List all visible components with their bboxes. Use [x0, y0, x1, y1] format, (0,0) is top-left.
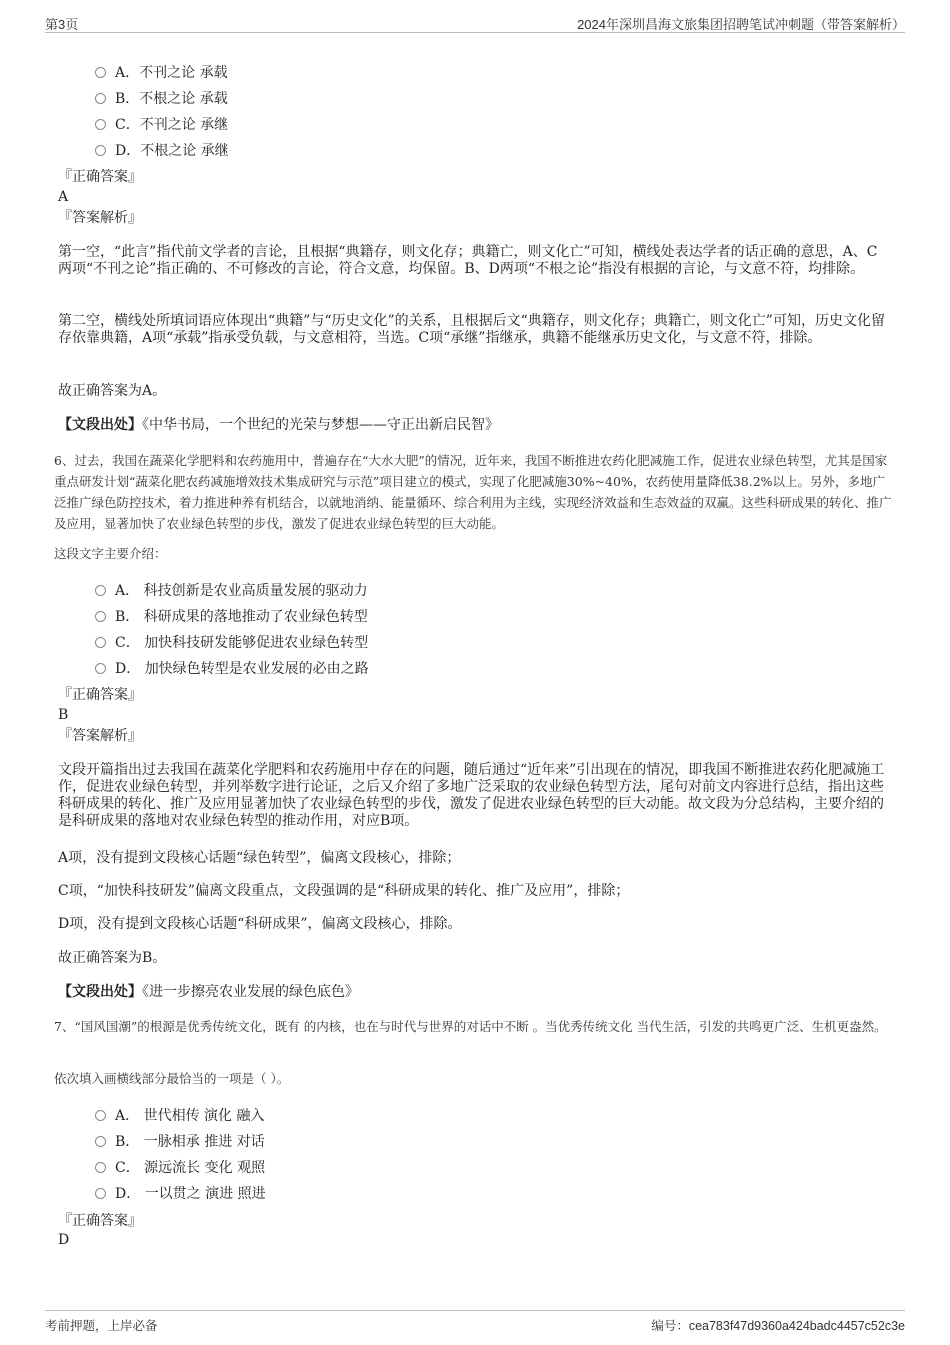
q6-options: [95, 578, 795, 682]
q6-analysis-c: C项，“加快科技研发”偏离文段重点，文段强调的是“科研成果的转化、推广及应用”，排除；: [58, 883, 630, 899]
q5-option-c[interactable]: C．不刊之论 承继: [95, 112, 795, 138]
q7-stem: 7、“国风国潮”的根源是优秀传统文化，既有 的内核，也在与时代与世界的对话中不断 。当优秀传统文化 当代生活，引发的共鸣更广泛、生机更盎然。: [54, 1019, 887, 1034]
q7-answer-heading: 『正确答案』: [58, 1213, 142, 1229]
q5-answer-heading: 『正确答案』: [58, 169, 142, 185]
q6-analysis-d: D项，没有提到文段核心话题“科研成果”，偏离文段核心，排除。: [58, 916, 462, 932]
radio-icon[interactable]: [95, 145, 106, 156]
radio-icon[interactable]: [95, 1110, 106, 1121]
q6-conclusion: 故正确答案为B。: [58, 950, 167, 966]
radio-icon[interactable]: [95, 611, 106, 622]
radio-icon[interactable]: [95, 67, 106, 78]
q7-option-d[interactable]: D． 一以贯之 演进 照进: [95, 1181, 795, 1207]
q6-answer: B: [58, 707, 69, 723]
document-code: 编号：cea783f47d9360a424badc4457c52c3e: [651, 1319, 905, 1333]
page-footer: [45, 1310, 905, 1335]
document-title: 2024年深圳昌海文旅集团招聘笔试冲刺题（带答案解析）: [577, 17, 905, 32]
q7-options: [95, 1103, 795, 1207]
q5-option-b[interactable]: B．不根之论 承载: [95, 86, 795, 112]
q6-source: 【文段出处】《进一步擦亮农业发展的绿色底色》: [58, 984, 359, 1000]
q6-answer-heading: 『正确答案』: [58, 687, 142, 703]
q7-question: 依次填入画横线部分最恰当的一项是（ ）。: [54, 1071, 290, 1086]
radio-icon[interactable]: [95, 93, 106, 104]
q6-question: 这段文字主要介绍：: [54, 546, 167, 561]
q5-analysis-paragraph: 第二空，横线处所填词语应体现出“典籍”与“历史文化”的关系，且根据后文“典籍存，则文化存；典籍亡，则文化亡”可知，历史文化留存依靠典籍，A项“承载”指承受负载，与文意相符，当选。C项“承继”指继承，典籍不能继承历史文化，与文意不符，排除。: [58, 313, 885, 346]
radio-icon[interactable]: [95, 1188, 106, 1199]
q6-analysis-paragraph: 文段开篇指出过去我国在蔬菜化学肥料和农药施用中存在的问题，随后通过“近年来”引出现在的情况，即我国不断推进农药化肥减施工作，促进农业绿色转型，并列举数字进行论证，之后又介绍了多地广泛采取的农业绿色转型方法，尾句对前文内容进行总结，指出这些科研成果的转化、推广及应用显著加快了农业绿色转型的步伐，激发了促进农业绿色转型的巨大动能。故文段为分总结构，主要介绍的是科研成果的落地对农业绿色转型的推动作用，对应B项。: [58, 762, 885, 829]
q6-analysis-heading: 『答案解析』: [58, 728, 142, 744]
q5-analysis-paragraph: 第一空，“此言”指代前文学者的言论，且根据“典籍存，则文化存；典籍亡，则文化亡”可知，横线处表达学者的话正确的意思，A、C两项“不刊之论”指正确的、不可修改的言论，符合文意，均保留。B、D两项“不根之论”指没有根据的言论，与文意不符，均排除。: [58, 244, 878, 277]
q5-analysis-heading: 『答案解析』: [58, 210, 142, 226]
radio-icon[interactable]: [95, 1136, 106, 1147]
radio-icon[interactable]: [95, 637, 106, 648]
q7-option-b[interactable]: B． 一脉相承 推进 对话: [95, 1129, 795, 1155]
footer-slogan: 考前押题，上岸必备: [45, 1318, 158, 1333]
q7-option-c[interactable]: C． 源远流长 变化 观照: [95, 1155, 795, 1181]
q6-option-b[interactable]: B． 科研成果的落地推动了农业绿色转型: [95, 604, 795, 630]
radio-icon[interactable]: [95, 585, 106, 596]
q5-option-d[interactable]: D．不根之论 承继: [95, 138, 795, 164]
q6-option-c[interactable]: C． 加快科技研发能够促进农业绿色转型: [95, 630, 795, 656]
q6-option-d[interactable]: D． 加快绿色转型是农业发展的必由之路: [95, 656, 795, 682]
q6-option-a[interactable]: A． 科技创新是农业高质量发展的驱动力: [95, 578, 795, 604]
q7-answer: D: [58, 1232, 70, 1248]
page-number: 第3页: [45, 17, 79, 32]
q7-option-a[interactable]: A． 世代相传 演化 融入: [95, 1103, 795, 1129]
q5-source: 【文段出处】《中华书局，一个世纪的光荣与梦想——守正出新启民智》: [58, 417, 499, 433]
page-header: [45, 10, 905, 33]
q6-stem: 6、过去，我国在蔬菜化学肥料和农药施用中，普遍存在“大水大肥”的情况，近年来，我国不断推进农药化肥减施工作，促进农业绿色转型，尤其是国家重点研发计划“蔬菜化肥农药减施增效技术集成研究与示范”项目建立的模式，实现了化肥减施30%~40%，农药使用量降低38.2%以上。另外，多地广泛推广绿色防控技术，着力推进种养有机结合，以就地消纳、能量循环、综合利用为主线，实现经济效益和生态效益的双赢。这些科研成果的转化、推广及应用，显著加快了农业绿色转型的步伐，激发了促进农业绿色转型的巨大动能。: [54, 453, 892, 531]
q5-answer: A: [58, 189, 69, 205]
q5-conclusion: 故正确答案为A。: [58, 383, 167, 399]
radio-icon[interactable]: [95, 119, 106, 130]
q6-analysis-a: A项，没有提到文段核心话题“绿色转型”，偏离文段核心，排除；: [58, 850, 461, 866]
radio-icon[interactable]: [95, 1162, 106, 1173]
radio-icon[interactable]: [95, 663, 106, 674]
q5-options: [95, 60, 795, 164]
q5-option-a[interactable]: A．不刊之论 承载: [95, 60, 795, 86]
